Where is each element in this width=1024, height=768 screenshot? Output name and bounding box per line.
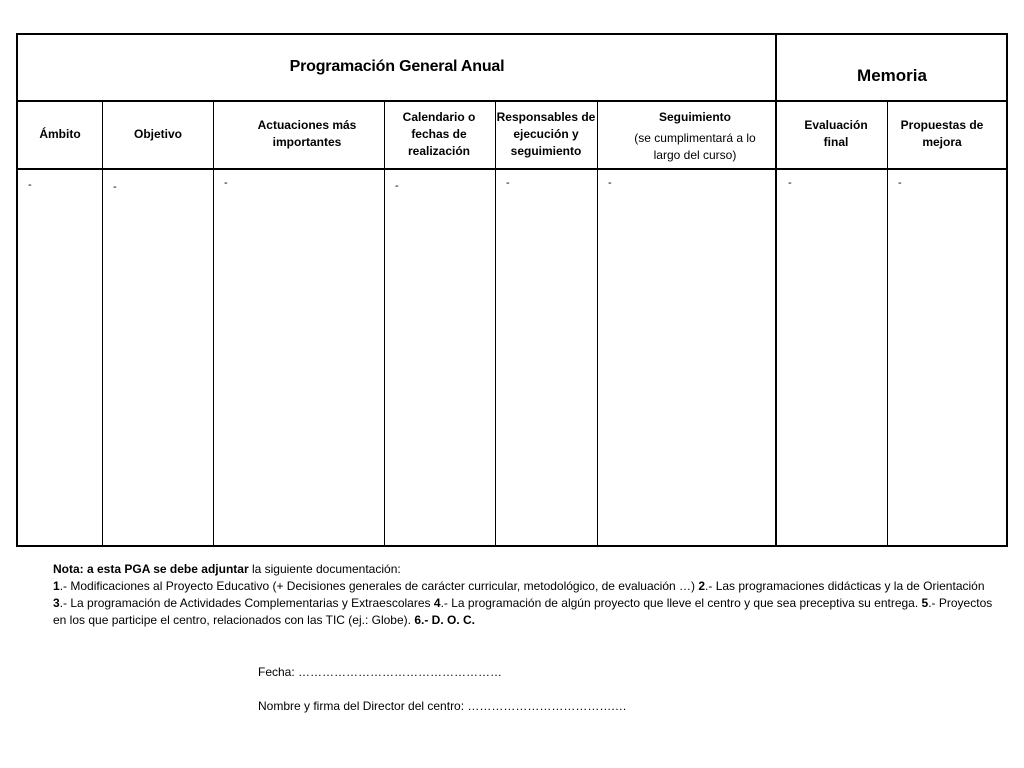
column-header-divider bbox=[16, 168, 1008, 170]
note-item-text: .- La programación de Actividades Complementarias y Extraescolares bbox=[59, 596, 434, 610]
note-item-number: 5 bbox=[921, 596, 929, 610]
column-header-label: Objetivo bbox=[133, 127, 182, 141]
column-header-evaluacion bbox=[796, 117, 876, 151]
note-intro bbox=[53, 561, 993, 578]
memoria-title: Memoria bbox=[857, 66, 927, 85]
column-header-label: Evaluación final bbox=[804, 118, 868, 149]
date-line[interactable]: Fecha: …………………………………………… bbox=[258, 665, 503, 679]
note-item-number: 2 bbox=[698, 579, 706, 593]
column-header-label: Propuestas de mejora bbox=[900, 118, 984, 149]
cell-placeholder[interactable]: - bbox=[113, 181, 117, 193]
cell-placeholder[interactable]: - bbox=[395, 180, 399, 192]
cell-placeholder[interactable]: - bbox=[506, 177, 510, 189]
column-header-ambito bbox=[18, 126, 102, 143]
column-header-responsables bbox=[495, 109, 597, 160]
column-header-objetivo bbox=[103, 126, 213, 143]
header-divider bbox=[16, 100, 1008, 102]
attachment-note bbox=[53, 561, 993, 629]
note-items-line1 bbox=[53, 578, 993, 595]
column-header-label: Ámbito bbox=[39, 127, 81, 141]
column-line bbox=[887, 101, 888, 546]
note-item-text: .- Modificaciones al Proyecto Educativo (+ Decisiones generales de carácter curricular, metodológico, de evaluación …) bbox=[59, 579, 699, 593]
note-lead-rest: la siguiente documentación: bbox=[248, 562, 401, 576]
column-header-label: Seguimiento bbox=[658, 110, 731, 124]
note-lead: Nota: a esta PGA se debe adjuntar bbox=[53, 562, 249, 576]
note-item-number: 4 bbox=[433, 596, 441, 610]
cell-placeholder[interactable]: - bbox=[224, 177, 228, 189]
note-item-number: 3 bbox=[53, 596, 60, 610]
column-header-actuaciones bbox=[244, 117, 370, 151]
column-header-label: Actuaciones más importantes bbox=[257, 118, 357, 149]
cell-placeholder[interactable]: - bbox=[788, 177, 792, 189]
cell-placeholder[interactable]: - bbox=[28, 179, 32, 191]
memoria-divider bbox=[775, 33, 777, 547]
column-header-label: Responsables de ejecución y seguimiento bbox=[496, 110, 596, 158]
cell-placeholder[interactable]: - bbox=[898, 177, 902, 189]
column-line bbox=[213, 101, 214, 546]
column-line bbox=[102, 101, 103, 546]
column-line bbox=[495, 101, 496, 546]
column-header-calendario bbox=[393, 109, 485, 160]
note-items-line2 bbox=[53, 595, 993, 629]
note-item-text: .- La programación de algún proyecto que lleve el centro y que sea preceptiva su entrega. bbox=[440, 596, 922, 610]
pga-title: Programación General Anual bbox=[289, 58, 505, 75]
note-item-doc: 6.- D. O. C. bbox=[414, 613, 475, 627]
column-line bbox=[384, 101, 385, 546]
column-line bbox=[597, 101, 598, 546]
cell-placeholder[interactable]: - bbox=[608, 177, 612, 189]
column-header-label: Calendario o fechas de realización bbox=[402, 110, 476, 158]
column-header-sublabel: (se cumplimentará a lo largo del curso) bbox=[634, 131, 756, 162]
column-header-propuestas bbox=[896, 117, 988, 151]
note-item-number: 1 bbox=[53, 579, 60, 593]
note-item-text: .- Las programaciones didácticas y la de Orientación bbox=[705, 579, 985, 593]
note-item-text: .- Proyectos en los que participe el centro, relacionados con las TIC (ej.: Globe). bbox=[53, 596, 993, 627]
director-signature-line[interactable]: Nombre y firma del Director del centro: ……………………………….… bbox=[258, 699, 627, 713]
column-header-seguimiento bbox=[630, 109, 760, 164]
